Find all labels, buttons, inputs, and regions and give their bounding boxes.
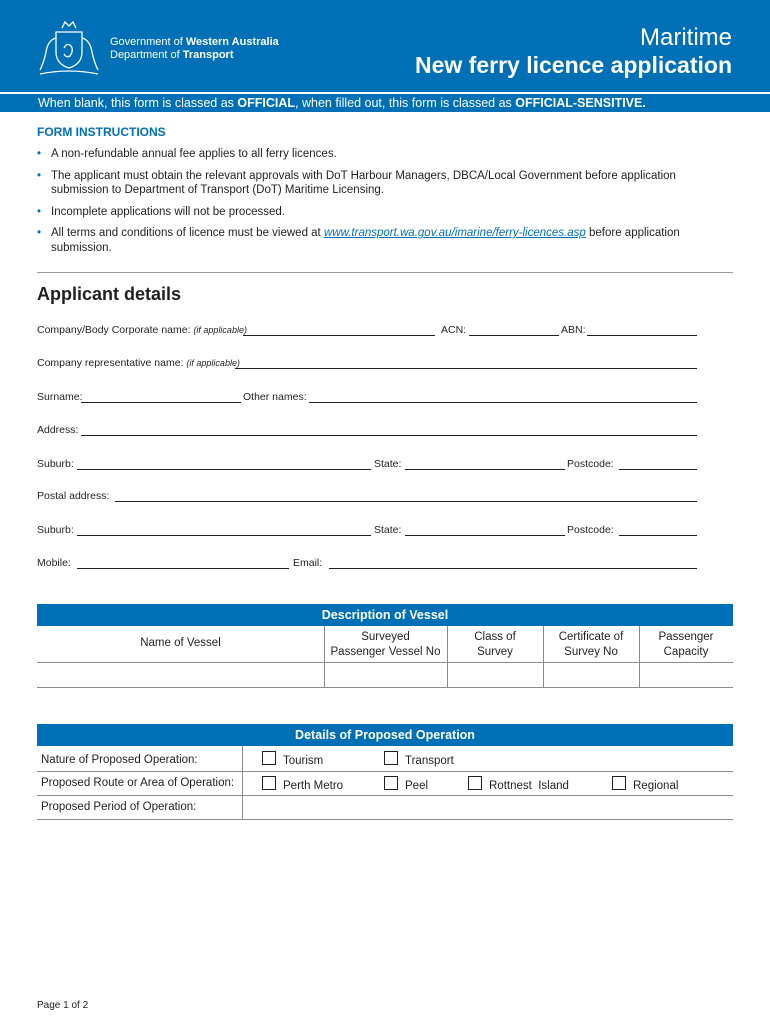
divider bbox=[37, 272, 733, 273]
tourism-label: Tourism bbox=[283, 755, 324, 767]
postal-suburb-field[interactable] bbox=[77, 535, 371, 536]
column-header-passenger-capacity: Passenger Capacity bbox=[658, 631, 714, 658]
acn-field[interactable] bbox=[469, 335, 559, 336]
other-names-field[interactable] bbox=[309, 402, 697, 403]
postal-postcode-field[interactable] bbox=[619, 535, 697, 536]
postal-state-field[interactable] bbox=[405, 535, 565, 536]
company-field[interactable] bbox=[243, 335, 435, 336]
suburb-row bbox=[37, 458, 697, 474]
regional-label: Regional bbox=[633, 780, 679, 792]
instructions-heading: FORM INSTRUCTIONS bbox=[37, 125, 166, 139]
column-header-surveyed-no: Surveyed Passenger Vessel No bbox=[330, 631, 441, 658]
representative-field[interactable] bbox=[235, 368, 697, 369]
column-header-class-of-survey: Class of Survey bbox=[474, 631, 516, 658]
abn-label: ABN: bbox=[561, 324, 586, 336]
applicant-details-heading: Applicant details bbox=[37, 284, 182, 304]
suburb-label: Suburb: bbox=[37, 524, 74, 536]
page-number: Page 1 of 2 bbox=[37, 1000, 89, 1011]
abn-field[interactable] bbox=[587, 335, 697, 336]
peel-checkbox[interactable] bbox=[384, 776, 398, 790]
representative-label: Company representative name: (if applicable) bbox=[37, 357, 240, 369]
class-of-survey-cell[interactable] bbox=[448, 663, 543, 687]
row-divider bbox=[37, 819, 733, 820]
suburb-label: Suburb: bbox=[37, 458, 74, 470]
route-area-label: Proposed Route or Area of Operation: bbox=[41, 777, 235, 789]
form-title: New ferry licence application bbox=[414, 52, 732, 78]
contact-row bbox=[37, 557, 697, 573]
perth-metro-label: Perth Metro bbox=[283, 780, 344, 792]
other-names-label: Other names: bbox=[243, 391, 307, 403]
company-row bbox=[37, 324, 697, 340]
email-label: Email: bbox=[293, 557, 323, 569]
state-field[interactable] bbox=[405, 469, 565, 470]
postal-address-field[interactable] bbox=[115, 501, 697, 502]
peel-label: Peel bbox=[405, 780, 429, 792]
surname-field[interactable] bbox=[81, 402, 241, 403]
suburb-field[interactable] bbox=[77, 469, 371, 470]
instruction-item: • The applicant must obtain the relevant approvals with DoT Harbour Managers, DBCA/Local Government before application submission to Department of Transport (DoT) Maritime Licensing. bbox=[37, 169, 717, 198]
postal-address-label: Postal address: bbox=[37, 490, 110, 502]
period-of-operation-label: Proposed Period of Operation: bbox=[41, 801, 197, 813]
transport-label: Transport bbox=[405, 755, 454, 767]
nature-of-operation-label: Nature of Proposed Operation: bbox=[41, 754, 198, 766]
government-name: Government of Western Australia Department of Transport bbox=[110, 36, 279, 61]
address-field[interactable] bbox=[81, 435, 697, 436]
form-category: Maritime bbox=[639, 24, 732, 51]
postal-row bbox=[37, 490, 697, 506]
postcode-label: Postcode: bbox=[567, 524, 614, 536]
ferry-licences-link[interactable]: www.transport.wa.gov.au/imarine/ferry-licences.asp bbox=[323, 227, 586, 239]
instructions-list bbox=[37, 147, 717, 262]
certificate-no-cell[interactable] bbox=[544, 663, 639, 687]
representative-row bbox=[37, 357, 697, 373]
header-banner bbox=[0, 0, 770, 92]
acn-label: ACN: bbox=[441, 324, 467, 336]
row-divider bbox=[37, 771, 733, 772]
operation-table-header: Details of Proposed Operation bbox=[37, 724, 733, 746]
row-divider bbox=[37, 687, 733, 688]
surname-label: Surname: bbox=[37, 391, 83, 403]
vessel-name-cell[interactable] bbox=[37, 663, 324, 687]
rottnest-island-label: Rottnest Island bbox=[489, 780, 569, 792]
tourism-checkbox[interactable] bbox=[262, 751, 276, 765]
instruction-item: • All terms and conditions of licence must be viewed at www.transport.wa.gov.au/imarine/ferry-licences.asp before application submission. bbox=[37, 226, 717, 255]
perth-metro-checkbox[interactable] bbox=[262, 776, 276, 790]
name-row bbox=[37, 391, 697, 407]
transport-checkbox[interactable] bbox=[384, 751, 398, 765]
address-row bbox=[37, 424, 697, 440]
operation-table bbox=[37, 724, 733, 820]
postal-suburb-row bbox=[37, 524, 697, 540]
postcode-field[interactable] bbox=[619, 469, 697, 470]
rottnest-island-checkbox[interactable] bbox=[468, 776, 482, 790]
period-of-operation-field[interactable] bbox=[243, 796, 733, 819]
state-label: State: bbox=[374, 524, 402, 536]
wa-coat-of-arms-logo bbox=[34, 18, 104, 80]
email-field[interactable] bbox=[329, 568, 697, 569]
mobile-field[interactable] bbox=[77, 568, 289, 569]
surveyed-no-cell[interactable] bbox=[325, 663, 447, 687]
regional-checkbox[interactable] bbox=[612, 776, 626, 790]
vessel-table bbox=[37, 604, 733, 688]
mobile-label: Mobile: bbox=[37, 557, 71, 569]
instruction-item: • A non-refundable annual fee applies to all ferry licences. bbox=[37, 147, 717, 162]
vessel-table-header: Description of Vessel bbox=[37, 604, 733, 626]
address-label: Address: bbox=[37, 424, 79, 436]
passenger-capacity-cell[interactable] bbox=[640, 663, 733, 687]
company-label: Company/Body Corporate name: (if applicable) bbox=[37, 324, 247, 336]
state-label: State: bbox=[374, 458, 402, 470]
instruction-item: • Incomplete applications will not be processed. bbox=[37, 205, 717, 220]
classification-bar: When blank, this form is classed as OFFICIAL, when filled out, this form is classed as OFFICIAL-SENSITIVE. bbox=[0, 94, 770, 112]
postcode-label: Postcode: bbox=[567, 458, 614, 470]
column-header-certificate-no: Certificate of Survey No bbox=[558, 631, 624, 658]
column-header-vessel-name: Name of Vessel bbox=[140, 637, 221, 649]
